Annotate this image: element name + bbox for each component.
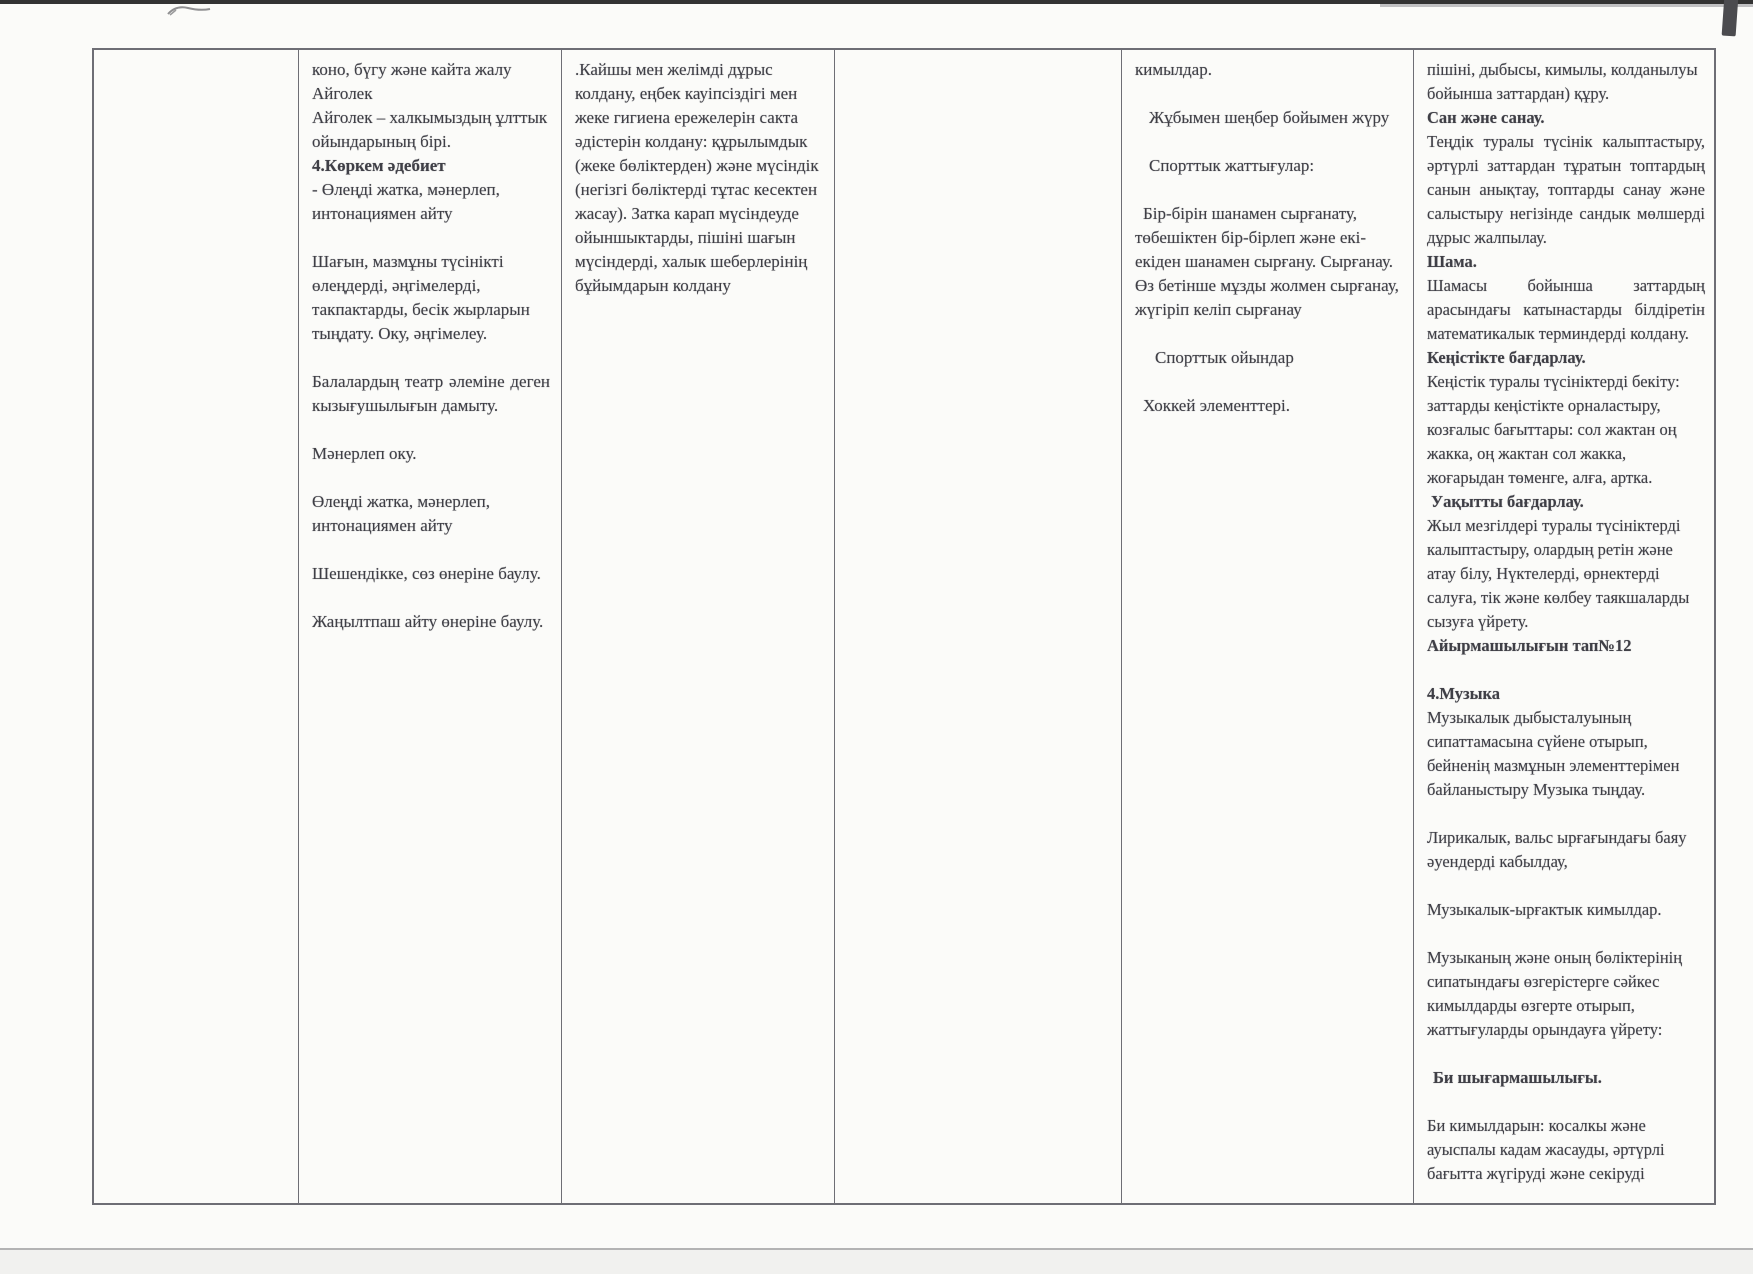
paragraph: пішіні, дыбысы, кимылы, колданылуы бойынша заттардан) құру. [1427,60,1698,103]
paragraph: Шамасы бойынша заттардың арасындағы катынастарды білдіретін математикалык терминдерді колдану. [1427,276,1705,343]
paragraph: Уақытты бағдарлау. [1431,492,1584,511]
paragraph: Шағын, мазмұны түсінікті өлеңдерді, әңгімелерді, такпактарды, бесік жырларын тыңдату. Оку, әңгімелеу. [312,252,530,343]
paragraph: Спорттык ойындар [1155,348,1294,367]
paragraph: Кеңістік туралы түсініктерді бекіту: заттарды кеңістікте орналастыру, козғалыс бағыттары: сол жактан оң жакка, оң жактан сол жакка, жоғарыдан төменге, алға, артка. [1427,372,1680,487]
paragraph: Айголек – халкымыздың ұлттык ойындарының бірі. [312,108,548,151]
paragraph: Хоккей элементтері. [1143,396,1290,415]
paragraph: Айголек [312,84,373,103]
paragraph: Би шығармашылығы. [1433,1068,1602,1087]
paragraph: Лирикалык, вальс ырғағындағы баяу әуендерді кабылдау, [1427,828,1687,871]
paragraph: Жаңылтпаш айту өнеріне баулу. [312,612,544,631]
paragraph: Музыканың және оның бөліктерінің сипатындағы өзгерістерге сәйкес кимылдарды өзгерте отырып, жаттығуларды орындауға үйрету: [1427,948,1683,1039]
paragraph: Балалардың театр әлеміне деген кызығушылығын дамыту. [312,372,550,415]
paragraph: Спорттык жаттығулар: [1149,156,1315,175]
paragraph: Өлеңді жатка, мәнерлеп, интонациямен айту [312,492,490,535]
table-cell-2 [299,50,562,1203]
paragraph: Би кимылдарын: косалкы және ауыспалы кадам жасауды, әртүрлі бағытта жүгіруді және секіруді [1427,1116,1665,1183]
scan-corner-artifact [1722,0,1739,36]
paragraph: Теңдік туралы түсінік калыптастыру, әртүрлі заттардан тұратын топтардың санын анықтау, топтарды санау және салыстыру негізінде сандык мөлшерді дұрыс жалпылау. [1427,132,1705,247]
curriculum-table [92,48,1716,1205]
paragraph: - Өлеңді жатка, мәнерлеп, интонациямен айту [312,180,500,223]
paragraph: 4.Музыка [1427,684,1501,703]
paragraph: кимылдар. [1135,60,1212,79]
paragraph: 4.Көркем әдебиет [312,156,446,175]
paragraph: Кеңістікте бағдарлау. [1427,348,1586,367]
paragraph: Шешендікке, сөз өнеріне баулу. [312,564,541,583]
paragraph: Шама. [1427,252,1477,271]
paragraph: Музыкалык дыбысталуының сипаттамасына сүйене отырып, бейненің мазмұнын элементтерімен байланыстыру Музыка тыңдау. [1427,708,1680,799]
paragraph: Музыкалык-ырғактык кимылдар. [1427,900,1662,919]
paragraph: Жыл мезгілдері туралы түсініктерді калыптастыру, олардың ретін және атау білу, Нүктелерді, өрнектерді салуға, тік және көлбеу таякшаларды сызуға үйрету. [1427,516,1690,631]
paragraph: Сан және санау. [1427,108,1545,127]
paragraph: Жұбымен шеңбер бойымен жүру [1149,108,1390,127]
paragraph: Бір-бірін шанамен сырғанату, төбешіктен бір-бірлеп және екі-екіден шанамен сырғану. Сырғанау. Өз бетінше мұзды жолмен сырғанау, жүгіріп келіп сырғанау [1135,204,1399,319]
table-cell-5 [1122,50,1414,1203]
paragraph: Мәнерлеп оку. [312,444,417,463]
table-cell-4 [835,50,1122,1203]
scan-bottom-margin [0,1250,1753,1274]
pen-scribble-artifact [166,4,212,23]
scan-top-edge-fade [1380,4,1753,7]
paragraph: .Кайшы мен желімді дұрыс колдану, еңбек кауіпсіздігі мен жеке гигиена ережелерін сакта әдістерін колдану: құрылымдык (жеке бөліктерден) және мүсіндік (негізгі бөліктерді тұтас кесектен жасау). Затка карап мүсіндеуде ойыншыктарды, пішіні шағын мүсіндерді, халык шеберлерінің бұйымдарын колдану [575,60,819,295]
paragraph: коно, бүгу және кайта жалу [312,60,512,79]
table-cell-6 [1414,50,1718,1203]
table-cell-1 [94,50,299,1203]
paragraph: Айырмашылығын тап№12 [1427,636,1632,655]
table-cell-3 [562,50,835,1203]
